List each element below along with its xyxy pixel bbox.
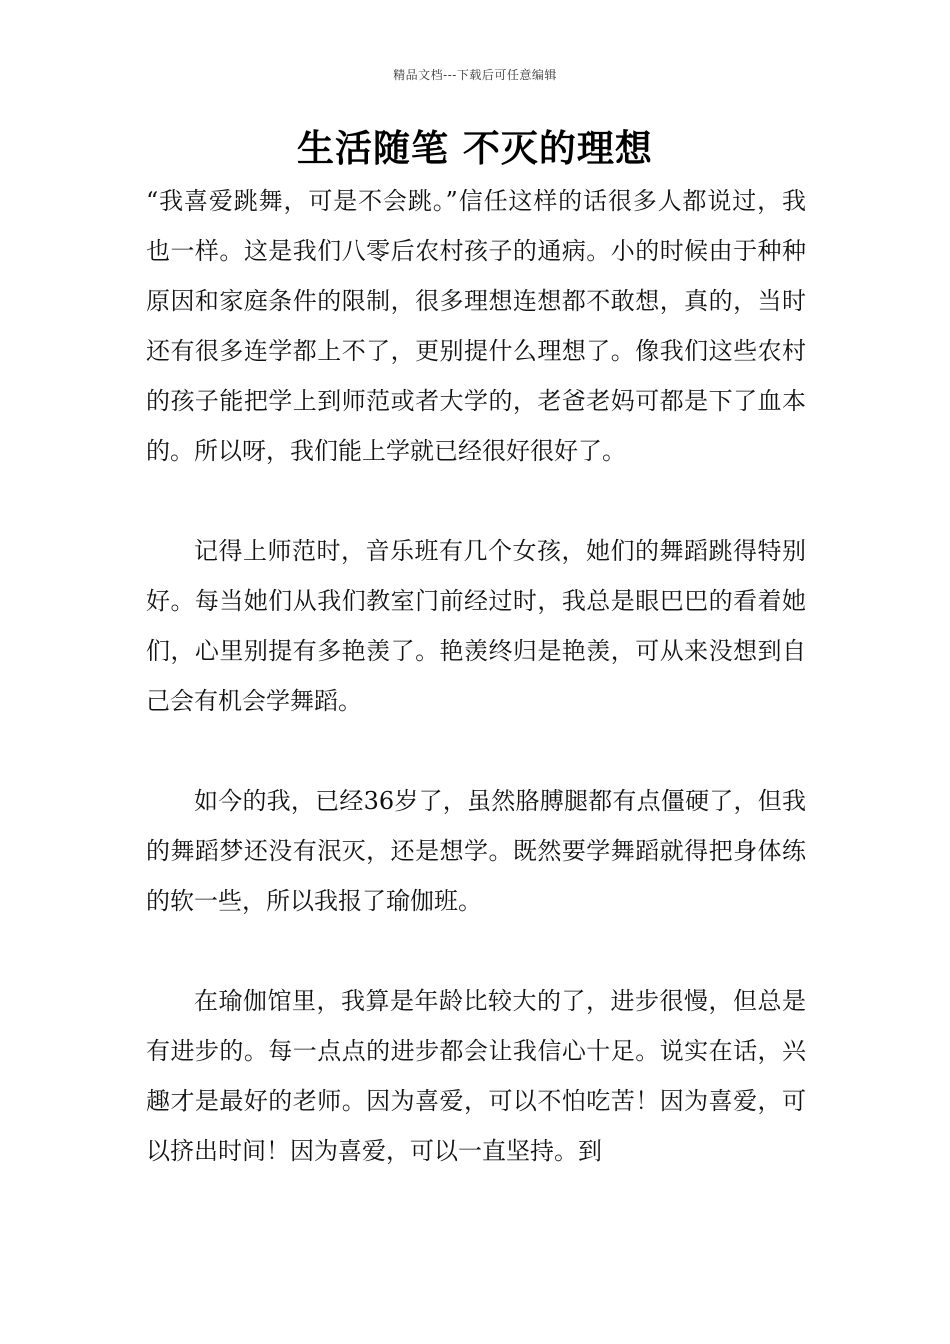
paragraph-spacer: [146, 476, 806, 526]
header-note: 精品文档---下载后可任意编辑: [393, 68, 557, 82]
paragraph-spacer: [146, 726, 806, 776]
article-body: [146, 176, 806, 1176]
paragraph-3: 如今的我，已经36岁了，虽然胳膊腿都有点僵硬了，但我的舞蹈梦还没有泯灭，还是想学。既然要学舞蹈就得把身体练的软一些，所以我报了瑜伽班。: [146, 787, 806, 915]
paragraph-2: 记得上师范时，音乐班有几个女孩，她们的舞蹈跳得特别好。每当她们从我们教室门前经过时，我总是眼巴巴的看着她们，心里别提有多艳羡了。艳羡终归是艳羡，可从来没想到自己会有机会学舞蹈。: [146, 537, 806, 715]
paragraph-spacer: [146, 926, 806, 976]
page-title: 生活随笔 不灭的理想: [297, 127, 653, 170]
paragraph-4: 在瑜伽馆里，我算是年龄比较大的了，进步很慢，但总是有进步的。每一点点的进步都会让我信心十足。说实在话，兴趣才是最好的老师。因为喜爱，可以不怕吃苦！因为喜爱，可以挤出时间！因为喜爱，可以一直坚持。到: [146, 987, 806, 1165]
paragraph-1: “我喜爱跳舞，可是不会跳。”信任这样的话很多人都说过，我也一样。这是我们八零后农村孩子的通病。小的时候由于种种原因和家庭条件的限制，很多理想连想都不敢想，真的，当时还有很多连学都上不了，更别提什么理想了。像我们这些农村的孩子能把学上到师范或者大学的，老爸老妈可都是下了血本的。所以呀，我们能上学就已经很好很好了。: [146, 187, 806, 465]
